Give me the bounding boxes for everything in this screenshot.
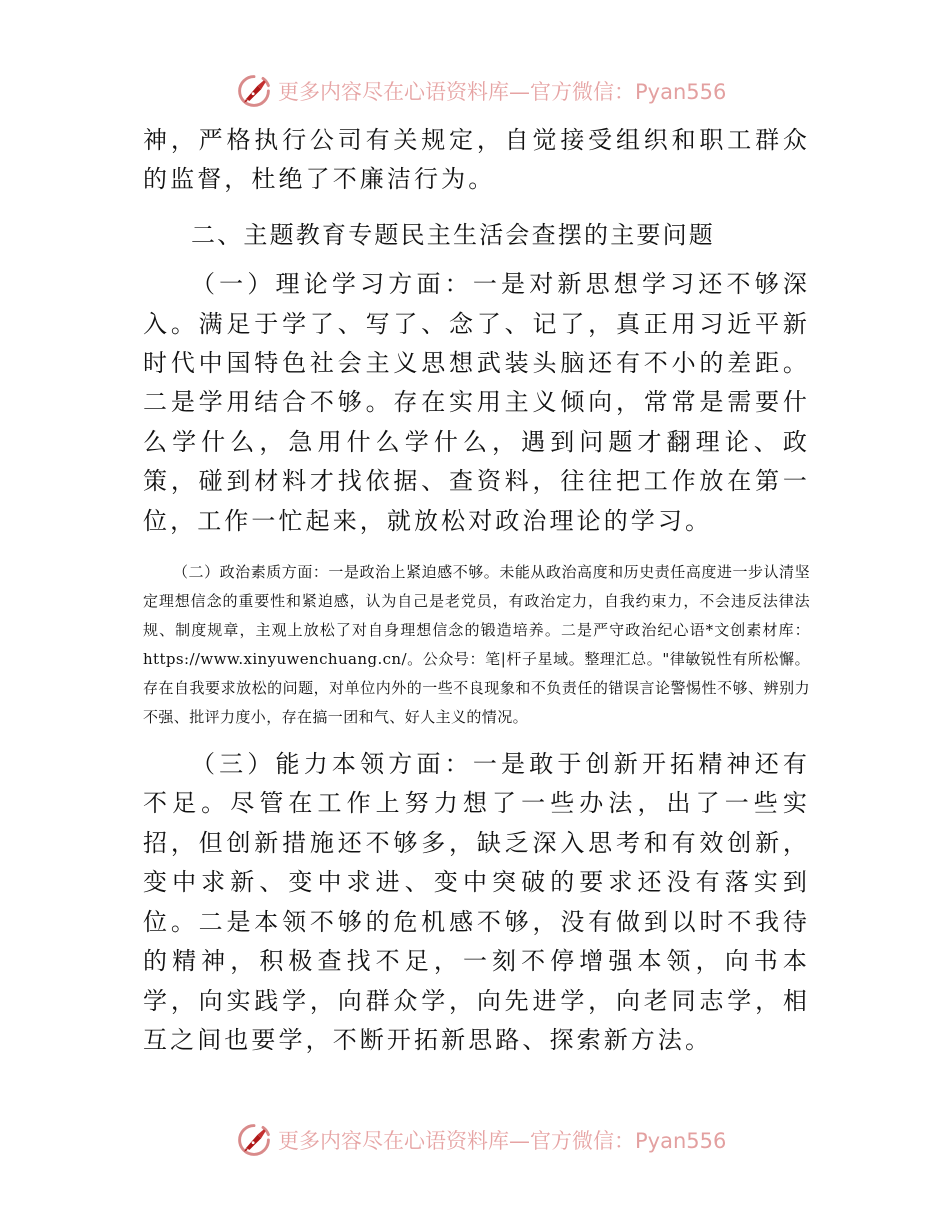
paragraph-political-quality: （二）政治素质方面：一是政治上紧迫感不够。未能从政治高度和历史责任高度进一步认清坚定理想信念的重要性和紧迫感，认为自己是老党员，有政治定力，自我约束力，不会违反法律法规、制度规章，主观上放松了对自身理想信念的锻造培养。二是严守政治纪心语*文创素材库：https://www.xinyuwenchuang.cn/。公众号：笔|杆子星域。整理汇总。"律敏锐性有所松懈。存在自我要求放松的问题，对单位内外的一些不良现象和不负责任的错误言论警惕性不够、辨别力不强、批评力度小，存在搞一团和气、好人主义的情况。: [143, 563, 810, 727]
fountain-pen-logo-icon: [236, 73, 272, 109]
header-banner-brand: Pyan556: [635, 80, 727, 104]
footer-watermark-banner: [236, 1120, 726, 1160]
footer-banner-text: 更多内容尽在心语资料库—官方微信：Pyan556: [278, 1129, 727, 1153]
header-watermark-banner: [236, 71, 726, 111]
header-banner-text: 更多内容尽在心语资料库—官方微信：Pyan556: [278, 80, 727, 104]
section-heading: 二、主题教育专题民主生活会查摆的主要问题: [191, 220, 715, 249]
footer-banner-brand: Pyan556: [635, 1129, 727, 1153]
fountain-pen-logo-icon: [236, 1122, 272, 1158]
document-body: [143, 121, 810, 1060]
paragraph-theory-study: （一）理论学习方面：一是对新思想学习还不够深入。满足于学了、写了、念了、记了，真正用习近平新时代中国特色社会主义思想武装头脑还有不小的差距。二是学用结合不够。存在实用主义倾向，常常是需要什么学什么，急用什么学什么，遇到问题才翻理论、政策，碰到材料才找依据、查资料，往往把工作放在第一位，工作一忙起来，就放松对政治理论的学习。: [143, 270, 810, 535]
continuation-paragraph: 神，严格执行公司有关规定，自觉接受组织和职工群众的监督，杜绝了不廉洁行为。: [143, 126, 810, 194]
paragraph-ability-skills: （三）能力本领方面：一是敢于创新开拓精神还有不足。尽管在工作上努力想了一些办法，出了一些实招，但创新措施还不够多，缺乏深入思考和有效创新，变中求新、变中求进、变中突破的要求还没有落实到位。二是本领不够的危机感不够，没有做到以时不我待的精神，积极查找不足，一刻不停增强本领，向书本学，向实践学，向群众学，向先进学，向老同志学，相互之间也要学，不断开拓新思路、探索新方法。: [143, 750, 810, 1054]
